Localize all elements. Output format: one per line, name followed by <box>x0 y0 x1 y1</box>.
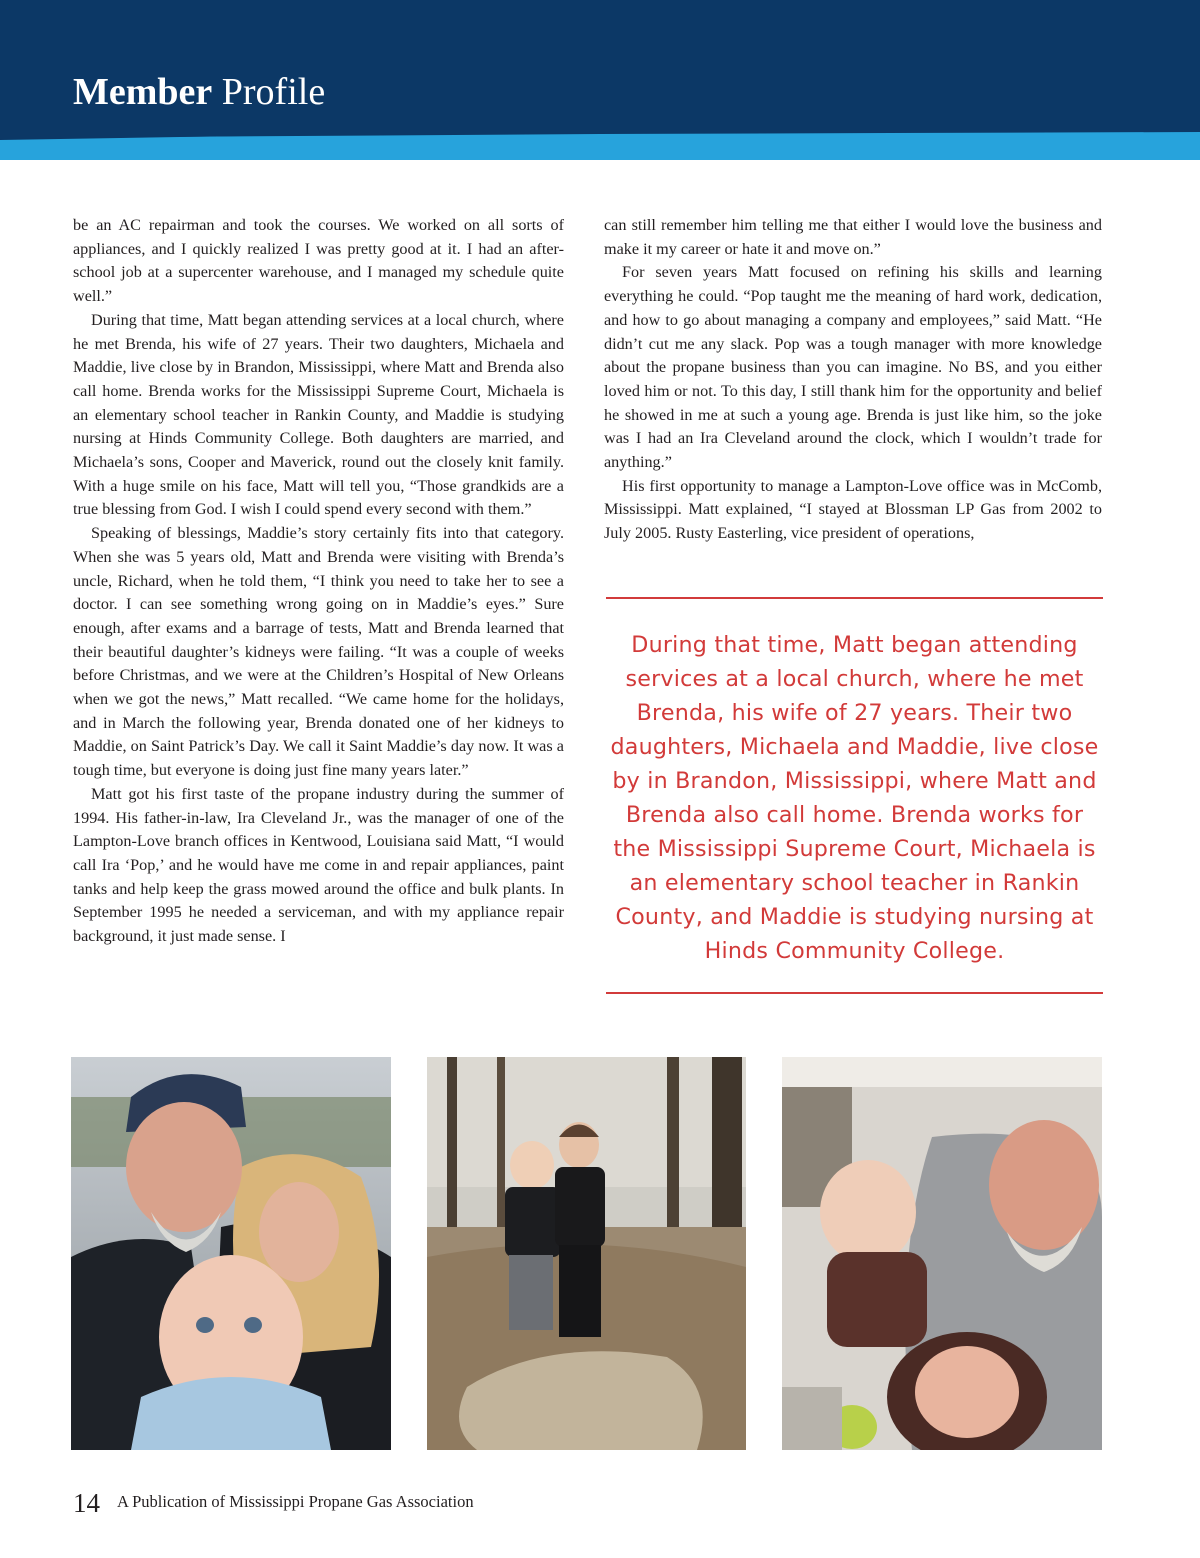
article-left-column <box>73 214 564 949</box>
photo-family-selfie <box>71 1057 391 1450</box>
publication-credit: A Publication of Mississippi Propane Gas Association <box>117 1492 474 1511</box>
article-right-column <box>604 214 1102 546</box>
section-title-bold: Member <box>73 71 213 113</box>
pullquote: During that time, Matt began attending services at a local church, where he met Brenda, his wife of 27 years. Their two daughters, Michaela and Maddie, live close by in Brandon, Mississippi, where Matt and Brenda also call home. Brenda works for the Mississippi Supreme Court, Michaela is an elementary school teacher in Rankin County, and Maddie is studying nursing at Hinds Community College. <box>610 632 1099 964</box>
right-paragraph-1: can still remember him telling me that either I would love the business and make it my career or hate it and move on.” <box>604 216 1102 258</box>
left-paragraph-4: Matt got his first taste of the propane industry during the summer of 1994. His father-in-law, Ira Cleveland Jr., was the manager of one of the Lampton-Love branch offices in Kentwood, Louisiana said Matt, “I would call Ira ‘Pop,’ and he would have me come in and repair appliances, paint tanks and help keep the grass mowed around the office and bulk plants. In September 1995 he needed a serviceman, and with my appliance repair background, it just made sense. I <box>73 784 564 946</box>
right-paragraph-3: His first opportunity to manage a Lampton-Love office was in McComb, Mississippi. Matt explained, “I stayed at Blossman LP Gas from 2002 to July 2005. Rusty Easterling, vice president of operations, <box>604 476 1102 543</box>
pullquote-bottom-rule <box>606 992 1103 994</box>
photo-grandsons-on-rock <box>427 1057 746 1450</box>
left-paragraph-3: Speaking of blessings, Maddie’s story certainly fits into that category. When she was 5 years old, Matt and Brenda were visiting with Brenda’s uncle, Richard, when he told them, “I think you need to take her to see a doctor. I can see something wrong going on in Maddie’s eyes.” Sure enough, after exams and a barrage of tests, Matt and Brenda learned that their beautiful daughter’s kidneys were failing. “It was a couple of weeks before Christmas, and we were at the Children’s Hospital of New Orleans when we got the news,” Matt recalled. “We came home for the holidays, and in March the following year, Brenda donated one of her kidneys to Maddie, on Saint Patrick’s Day. We call it Saint Maddie’s day now. It was a tough time, but everyone is doing just fine many years later.” <box>73 524 564 780</box>
photo-grandpa-with-grandsons <box>782 1057 1102 1450</box>
section-title-regular: Profile <box>221 71 326 113</box>
pullquote-top-rule <box>606 597 1103 599</box>
page-number: 14 <box>73 1488 100 1518</box>
left-paragraph-1: be an AC repairman and took the courses. We worked on all sorts of appliances, and I quickly realized I was pretty good at it. I had an after-school job at a supercenter warehouse, and I managed my schedule quite well.” <box>73 216 564 306</box>
left-paragraph-2: During that time, Matt began attending services at a local church, where he met Brenda, his wife of 27 years. Their two daughters, Michaela and Maddie, live close by in Brandon, Mississippi, where Matt and Brenda also call home. Brenda works for the Mississippi Supreme Court, Michaela is an elementary school teacher in Rankin County, and Maddie is studying nursing at Hinds Community College. Both daughters are married, and Michaela’s sons, Cooper and Maverick, round out the closely knit family. With a huge smile on his face, Matt will tell you, “Those grandkids are a true blessing from God. I wish I could spend every second with them.” <box>73 310 564 519</box>
right-paragraph-2: For seven years Matt focused on refining his skills and learning everything he could. “Pop taught me the meaning of hard work, dedication, and how to go about managing a company and employees,” said Matt. “He didn’t cut me any slack. Pop was a tough manager with more knowledge about the propane business than you can imagine. No BS, and you either loved him or not. To this day, I still thank him for the opportunity and belief he showed in me at such a young age. Brenda is just like him, so the joke was I had an Ira Cleveland around the clock, which I wouldn’t trade for anything.” <box>604 263 1102 472</box>
section-title <box>73 66 325 118</box>
